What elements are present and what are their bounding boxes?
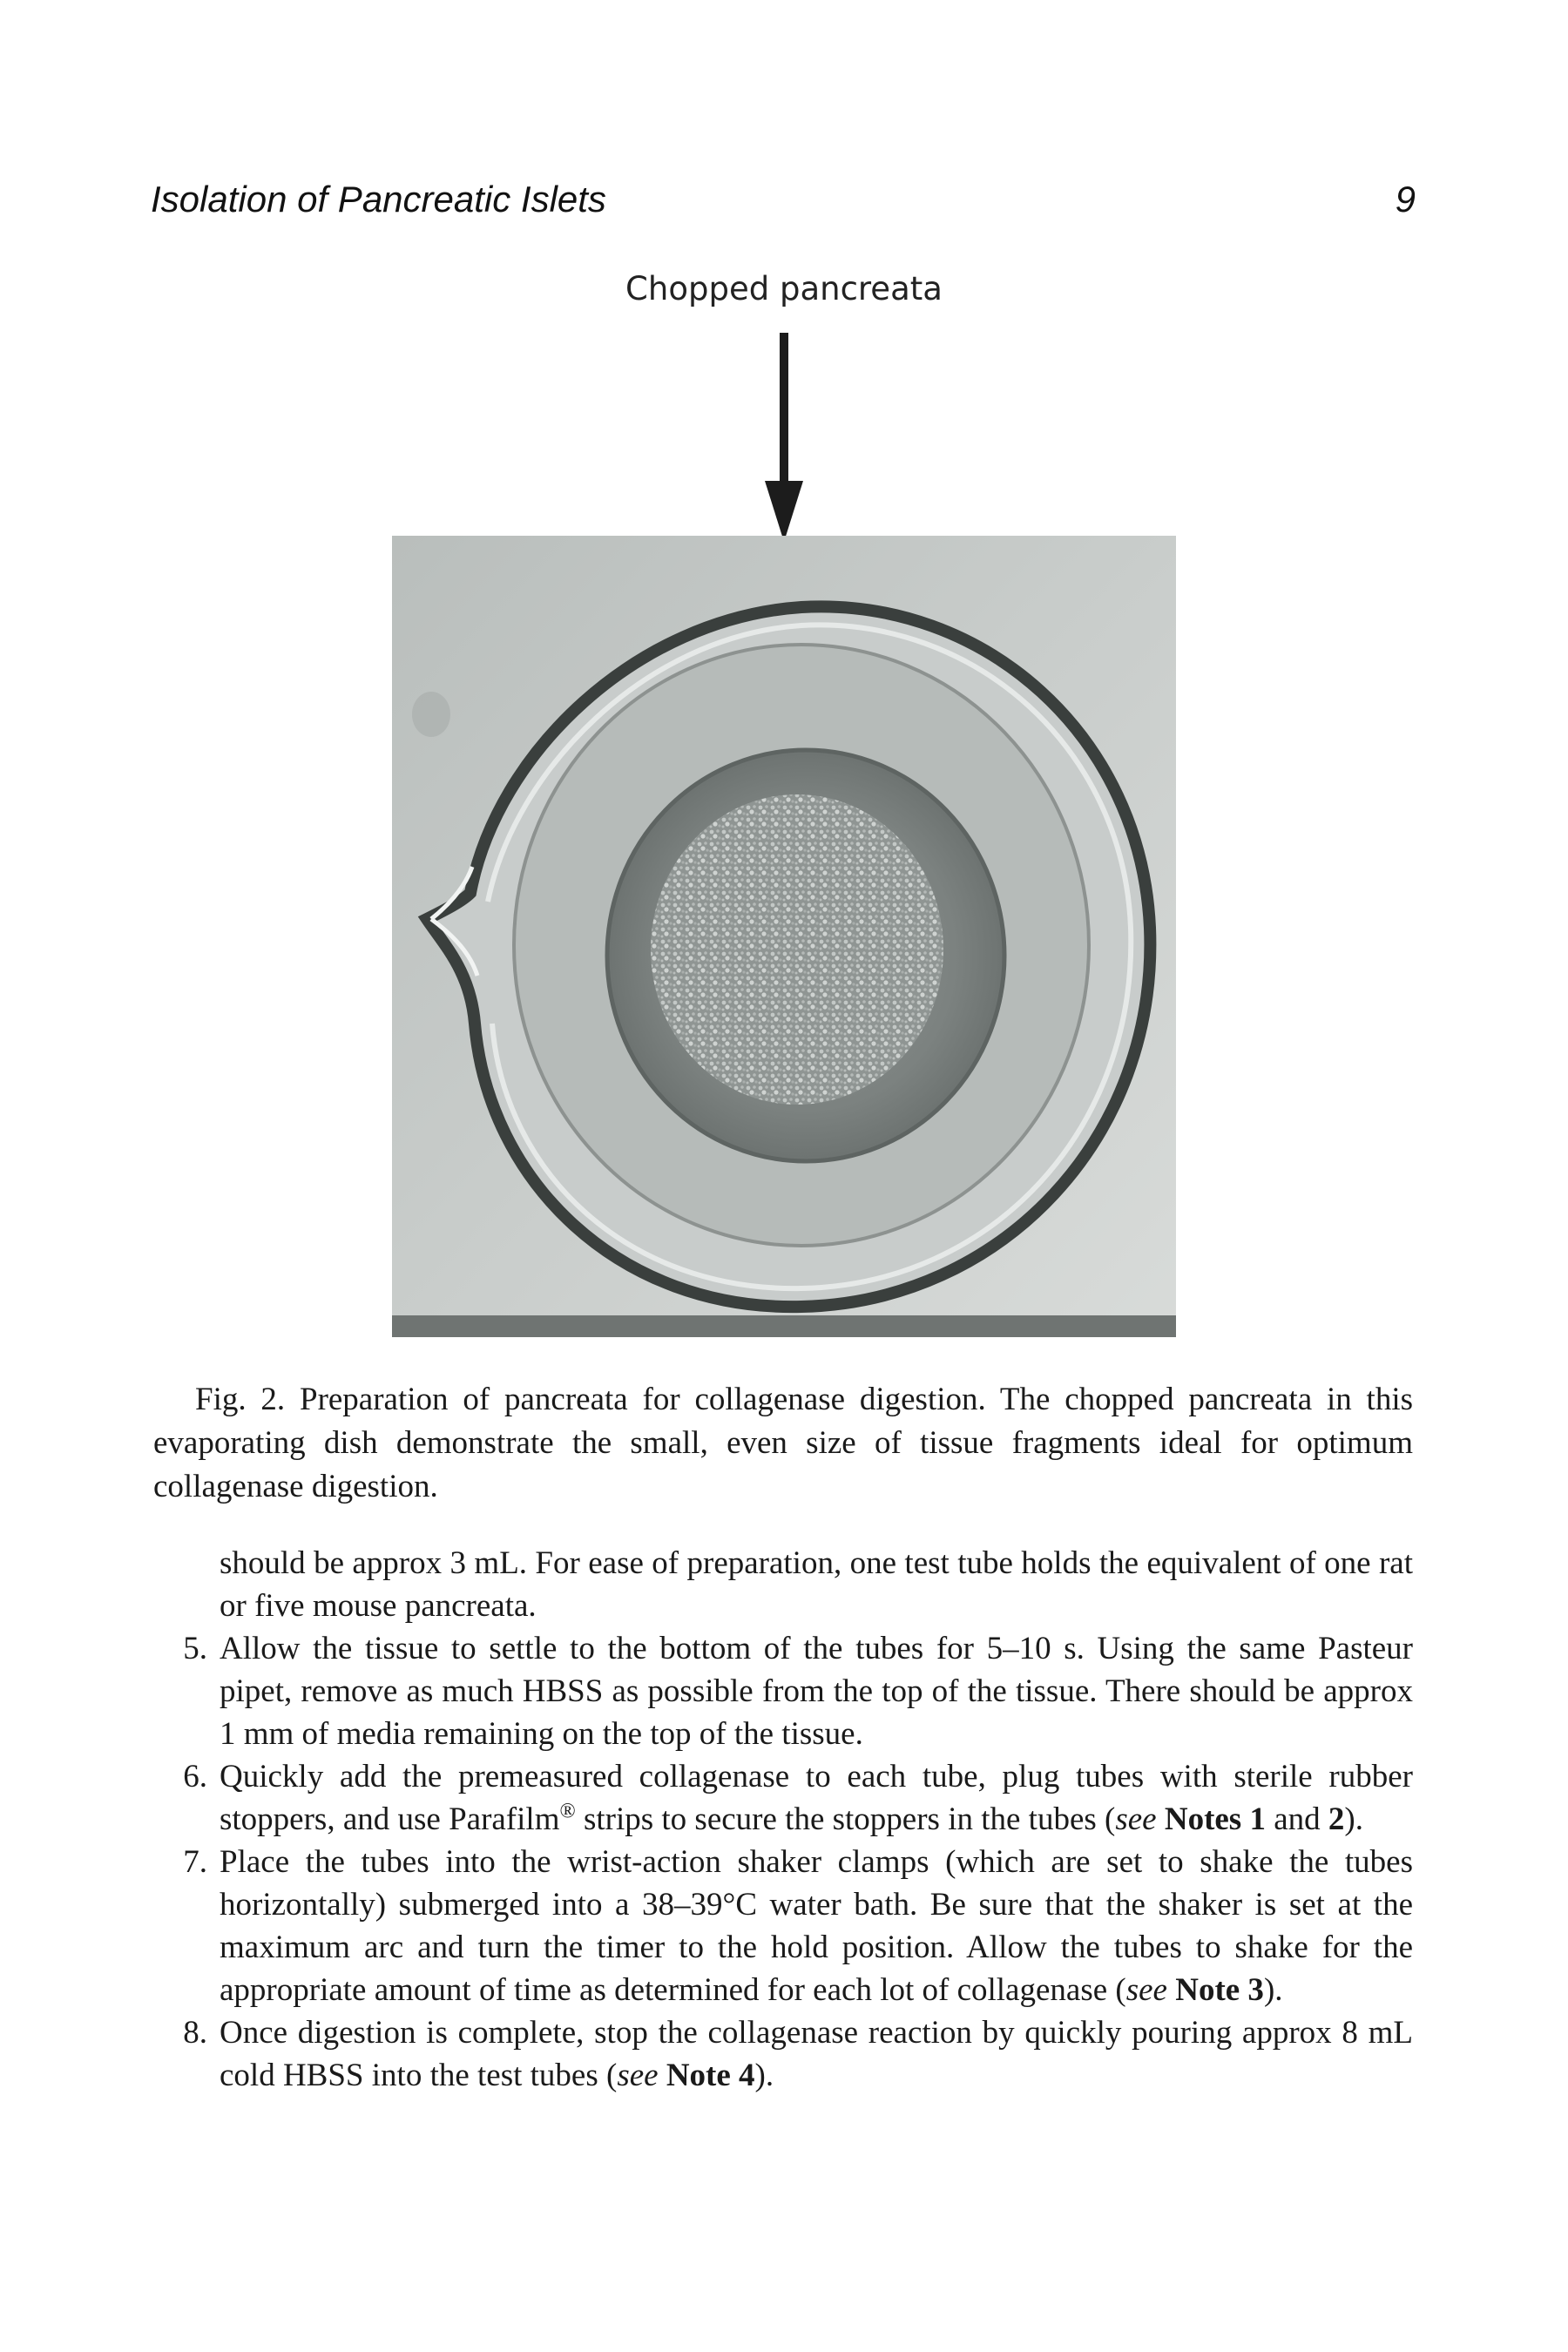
step-text [220,2011,1413,2097]
step-5 [153,1627,1413,1755]
step-text-part: ). [754,2058,774,2093]
step-text-part: strips to secure the stoppers in the tubes ( [575,1801,1116,1837]
running-head [151,179,1416,220]
step-text-part: ). [1263,1972,1283,2008]
background-blotch [412,692,450,737]
see-reference: see [617,2058,659,2093]
page-number: 9 [1395,179,1416,220]
evaporating-dish-photo [392,536,1176,1337]
step-number: 6. [183,1759,207,1794]
step-8 [153,2011,1413,2097]
step-number: 5. [183,1631,207,1666]
step-text [220,1755,1413,1841]
step-text [220,1841,1413,2011]
photo-bottom-edge [392,1315,1176,1337]
see-reference: see [1115,1801,1157,1837]
step-number: 8. [183,2015,207,2051]
note-reference: Note 4 [666,2058,755,2093]
figure-label: Chopped pancreata [625,270,943,308]
methods-text [153,1542,1413,2097]
registered-mark: ® [559,1800,576,1823]
space [1157,1801,1165,1837]
step-text-part: Place the tubes into the wrist-action shaker clamps (which are set to shake the tubes horizontally) submerged into a 38–39°C water bath. Be sure that the shaker is set at the maximum arc and turn the timer to the hold position. Allow the tubes to shake for the appropriate amount of time as determined for each lot of collagenase ( [220,1844,1413,2008]
arrow-shaft [780,333,788,485]
continuation-paragraph: should be approx 3 mL. For ease of preparation, one test tube holds the equivalent of one rat or five mouse pancreata. [220,1545,1413,1624]
step-number: 7. [183,1844,207,1880]
step-6 [153,1755,1413,1841]
note-reference: Note 3 [1175,1972,1264,2008]
running-head-title: Isolation of Pancreatic Islets [151,179,606,220]
step-text-part: Quickly add the premeasured collagenase to each tube, plug tubes with sterile rubber stoppers, and use Parafilm [220,1759,1413,1837]
see-reference: see [1125,1972,1167,2008]
space [659,2058,666,2093]
figure-caption: Fig. 2. Preparation of pancreata for collagenase digestion. The chopped pancreata in this evaporating dish demonstrate the small, even size of tissue fragments ideal for optimum collagenase digestion. [153,1382,1413,1504]
step-7 [153,1841,1413,2011]
step-text: Allow the tissue to settle to the bottom of the tubes for 5–10 s. Using the same Pasteur pipet, remove as much HBSS as possible from the top of the tissue. There should be approx 1 mm of media remaining on the top of the tissue. [220,1631,1413,1752]
note-reference: Notes 1 [1164,1801,1266,1837]
step-text-part: Once digestion is complete, stop the collagenase reaction by quickly pouring approx 8 mL cold HBSS into the test tubes ( [220,2015,1413,2093]
note-reference: 2 [1328,1801,1345,1837]
tissue-fragments [651,794,943,1105]
space [1167,1972,1175,2008]
arrow-head [765,481,803,542]
step-text-part: ). [1344,1801,1363,1837]
figure-2 [392,270,1176,1342]
step-text-part: and [1265,1801,1328,1837]
